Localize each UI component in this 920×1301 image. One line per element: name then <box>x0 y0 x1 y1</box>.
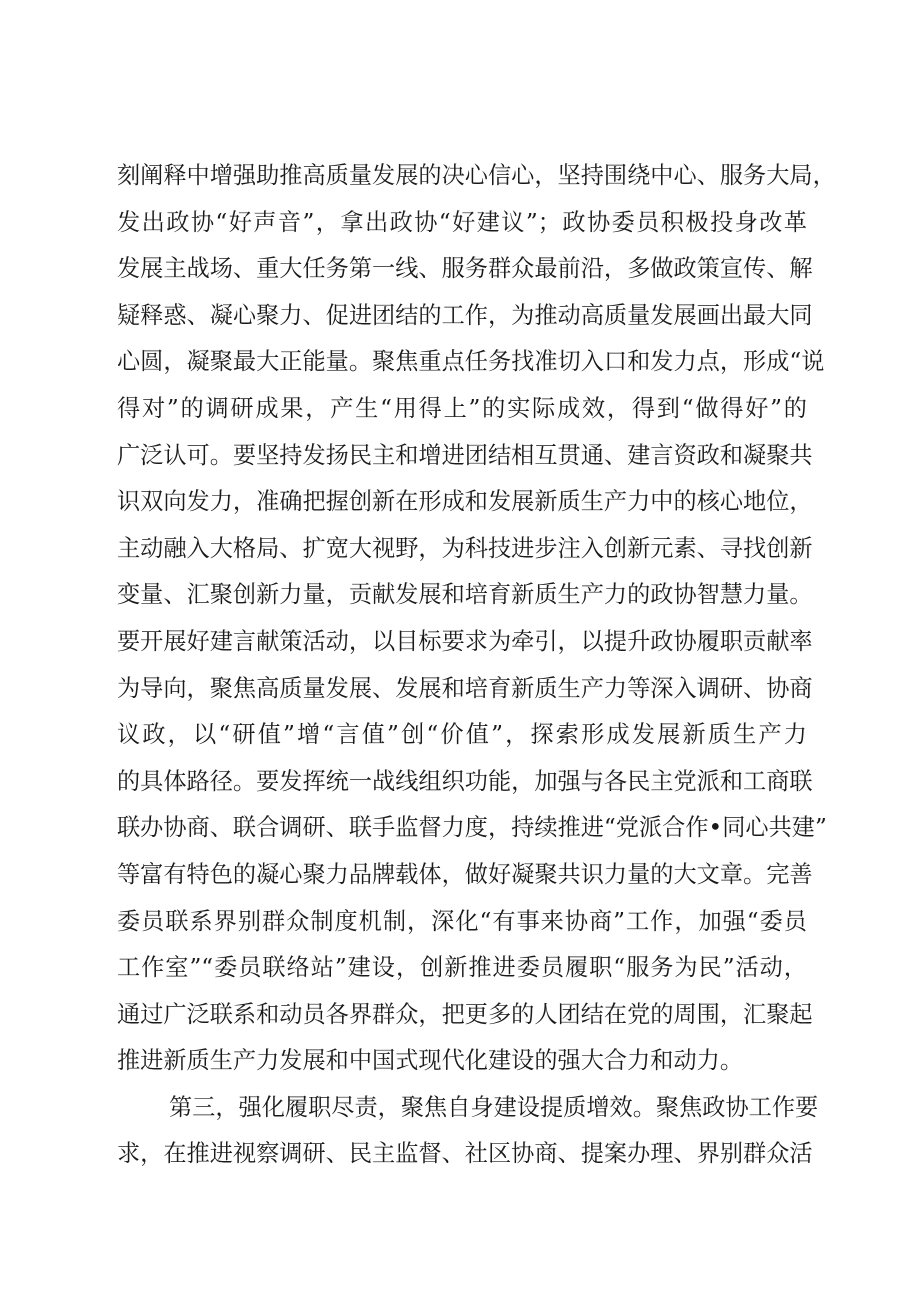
text-line: 要开展好建言献策活动，以目标要求为牵引，以提升政协履职贡献率 <box>117 627 813 655</box>
text-line: 工作室”“委员联络站”建设，创新推进委员履职“服务为民”活动， <box>117 954 807 982</box>
text-line: 联办协商、联合调研、联手监督力度，持续推进“党派合作•同心共建” <box>117 814 827 842</box>
text-line: 变量、汇聚创新力量，贡献发展和培育新质生产力的政协智慧力量。 <box>117 581 813 609</box>
text-line: 通过广泛联系和动员各界群众，把更多的人团结在党的周围，汇聚起 <box>117 1000 813 1028</box>
text-line: 委员联系界别群众制度机制，深化“有事来协商”工作，加强“委员 <box>117 907 807 935</box>
text-line: 刻阐释中增强助推高质量发展的决心信心，坚持围绕中心、服务大局， <box>117 162 836 189</box>
text-line: 发展主战场、重大任务第一线、服务群众最前沿，多做政策宣传、解 <box>117 255 813 283</box>
text-line: 求，在推进视察调研、民主监督、社区协商、提案办理、界别群众活 <box>117 1140 813 1168</box>
body-text <box>117 153 836 1178</box>
text-line: 等富有特色的凝心聚力品牌载体，做好凝聚共识力量的大文章。完善 <box>117 860 813 888</box>
text-line: 为导向，聚焦高质量发展、发展和培育新质生产力等深入调研、协商 <box>117 674 813 702</box>
paragraph-start-line: 第三，强化履职尽责，聚焦自身建设提质增效。聚焦政协工作要 <box>169 1093 819 1121</box>
text-line: 发出政协“好声音”，拿出政协“好建议”；政协委员积极投身改革 <box>117 208 807 236</box>
text-line: 心圆，凝聚最大正能量。聚焦重点任务找准切入口和发力点，形成“说 <box>117 348 825 376</box>
text-line: 得对”的调研成果，产生“用得上”的实际成效，得到“做得好”的 <box>117 394 807 422</box>
text-line: 议政，以“研值”增“言值”创“价值”，探索形成发展新质生产力 <box>117 721 807 749</box>
text-line: 广泛认可。要坚持发扬民主和增进团结相互贯通、建言资政和凝聚共 <box>117 441 813 469</box>
text-line: 疑释惑、凝心聚力、促进团结的工作，为推动高质量发展画出最大同 <box>117 301 813 329</box>
text-line: 的具体路径。要发挥统一战线组织功能，加强与各民主党派和工商联 <box>117 767 813 795</box>
text-line: 推进新质生产力发展和中国式现代化建设的强大合力和动力。 <box>117 1047 744 1075</box>
text-line: 识双向发力，准确把握创新在形成和发展新质生产力中的核心地位， <box>117 488 813 516</box>
text-line: 主动融入大格局、扩宽大视野，为科技进步注入创新元素、寻找创新 <box>117 534 813 562</box>
